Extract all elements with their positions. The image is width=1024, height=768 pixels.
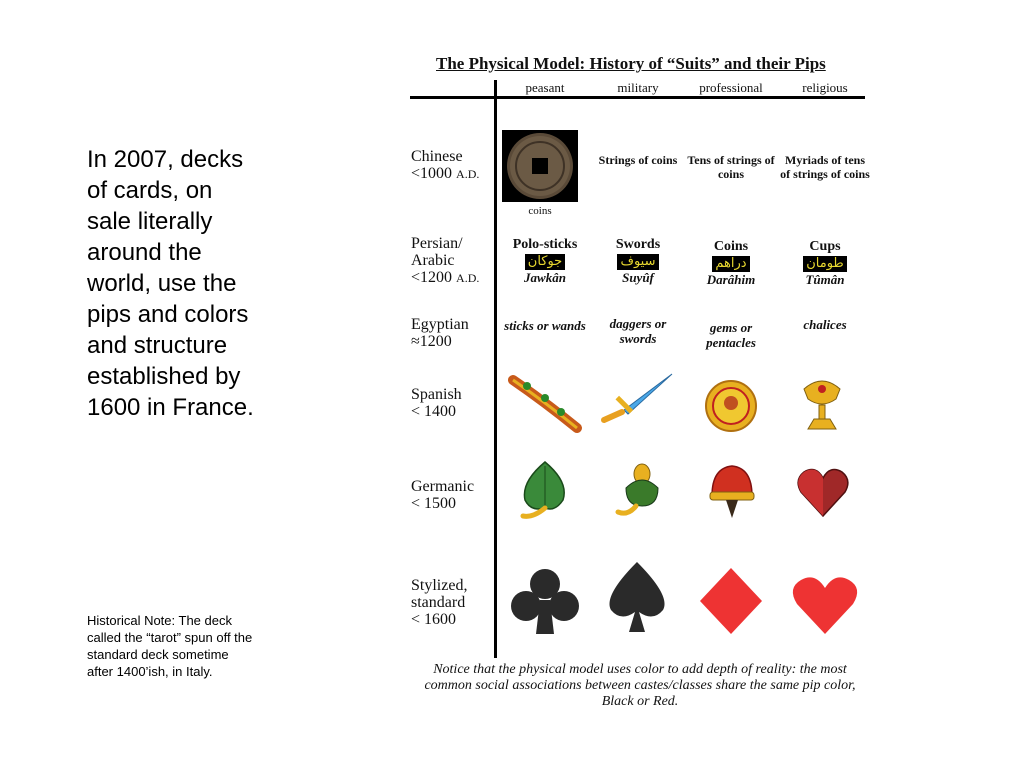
persian-professional: Coins دراهم Darâhim xyxy=(706,239,756,287)
germanic-heart-icon xyxy=(796,466,850,520)
row-label-chinese: Chinese <1000 A.D. xyxy=(411,148,480,182)
persian-peasant: Polo-sticks جوكان Jawkân xyxy=(512,237,578,285)
egyptian-religious: chalices xyxy=(803,317,847,332)
header-rule xyxy=(410,96,865,99)
egyptian-professional: gems or pentacles xyxy=(706,320,756,350)
row-label-persian: Persian/ Arabic <1200 A.D. xyxy=(411,235,480,286)
chinese-coin-icon xyxy=(502,130,578,202)
chinese-religious: Myriads of tens of strings of coins xyxy=(780,153,870,181)
col-religious: religious xyxy=(802,80,848,95)
germanic-leaf-icon xyxy=(517,460,573,522)
spanish-club-icon xyxy=(505,372,585,434)
col-military: military xyxy=(617,80,659,95)
egyptian-peasant: sticks or wands xyxy=(504,318,586,333)
diamond-icon xyxy=(698,566,764,636)
spanish-cup-icon xyxy=(800,375,844,431)
heart-icon xyxy=(791,574,859,636)
spanish-sword-icon xyxy=(598,372,676,424)
table-footnote: Notice that the physical model uses color to add depth of reality: the most common social associations between castes/classes share the same pip color, Black or Red. xyxy=(424,662,856,709)
germanic-bell-icon xyxy=(706,462,758,522)
col-professional: professional xyxy=(699,80,763,95)
persian-military: Swords سيوف Suyûf xyxy=(615,237,661,285)
row-label-germanic: Germanic < 1500 xyxy=(411,478,475,512)
row-label-stylized: Stylized, standard < 1600 xyxy=(411,577,468,628)
table-title: The Physical Model: History of “Suits” and their Pips xyxy=(436,54,826,73)
persian-religious: Cups طومان Tûmân xyxy=(780,240,870,287)
egyptian-military: daggers or swords xyxy=(609,316,667,346)
chinese-professional: Tens of strings of coins xyxy=(687,153,775,181)
spade-icon xyxy=(601,560,673,634)
chinese-military: Strings of coins xyxy=(598,153,678,167)
main-statement: In 2007, decks of cards, on sale literally around the world, use the pips and colors and structure established by 1600 in France. xyxy=(87,146,254,421)
col-peasant: peasant xyxy=(525,80,565,95)
club-icon xyxy=(508,566,582,636)
spanish-coin-icon xyxy=(704,379,758,433)
germanic-acorn-icon xyxy=(614,462,666,520)
coin-caption: coins xyxy=(528,205,552,217)
historical-note: Historical Note: The deck called the “tarot” spun off the standard deck sometime after 1400’ish, in Italy. xyxy=(87,613,253,679)
row-label-egyptian: Egyptian ≈1200 xyxy=(411,316,469,350)
column-rule xyxy=(494,80,497,658)
row-label-spanish: Spanish < 1400 xyxy=(411,386,462,420)
